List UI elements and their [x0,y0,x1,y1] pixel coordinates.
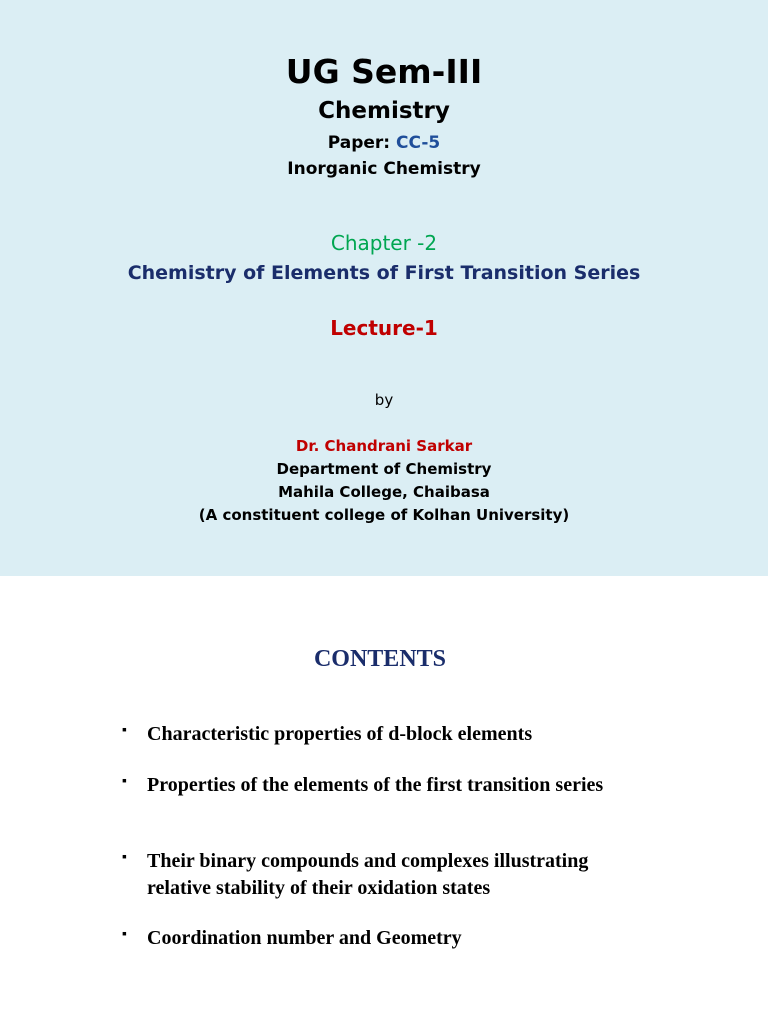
paper-code: CC-5 [396,133,441,153]
chapter-title: Chemistry of Elements of First Transition Series [127,262,641,284]
list-item-text: Characteristic properties of d-block elements [147,723,533,745]
square-bullet-icon: ▪ [122,774,127,789]
paper-line [0,133,768,153]
list-item [122,848,642,902]
list-item-text: Their binary compounds and complexes illustrating relative stability of their oxidation states [147,850,589,899]
square-bullet-icon: ▪ [122,927,127,942]
paper-label: Paper: [327,133,397,153]
list-item [122,772,642,799]
course-title: UG Sem-III [285,52,483,91]
list-item-text: Properties of the elements of the first transition series [147,774,604,796]
subject-title: Chemistry [318,98,450,124]
author-name: Dr. Chandrani Sarkar [295,437,473,455]
chapter-number: Chapter -2 [330,231,438,255]
lecture-number: Lecture-1 [330,316,438,340]
list-item [122,721,642,748]
college-name: Mahila College, Chaibasa [278,483,490,501]
area-title: Inorganic Chemistry [287,159,481,179]
list-item [122,925,642,952]
square-bullet-icon: ▪ [122,723,127,738]
university-note: (A constituent college of Kolhan University) [198,506,570,524]
square-bullet-icon: ▪ [122,850,127,865]
department-name: Department of Chemistry [276,460,492,478]
list-item-text: Coordination number and Geometry [147,927,462,949]
contents-heading: CONTENTS [313,646,447,672]
by-label: by [374,391,394,409]
